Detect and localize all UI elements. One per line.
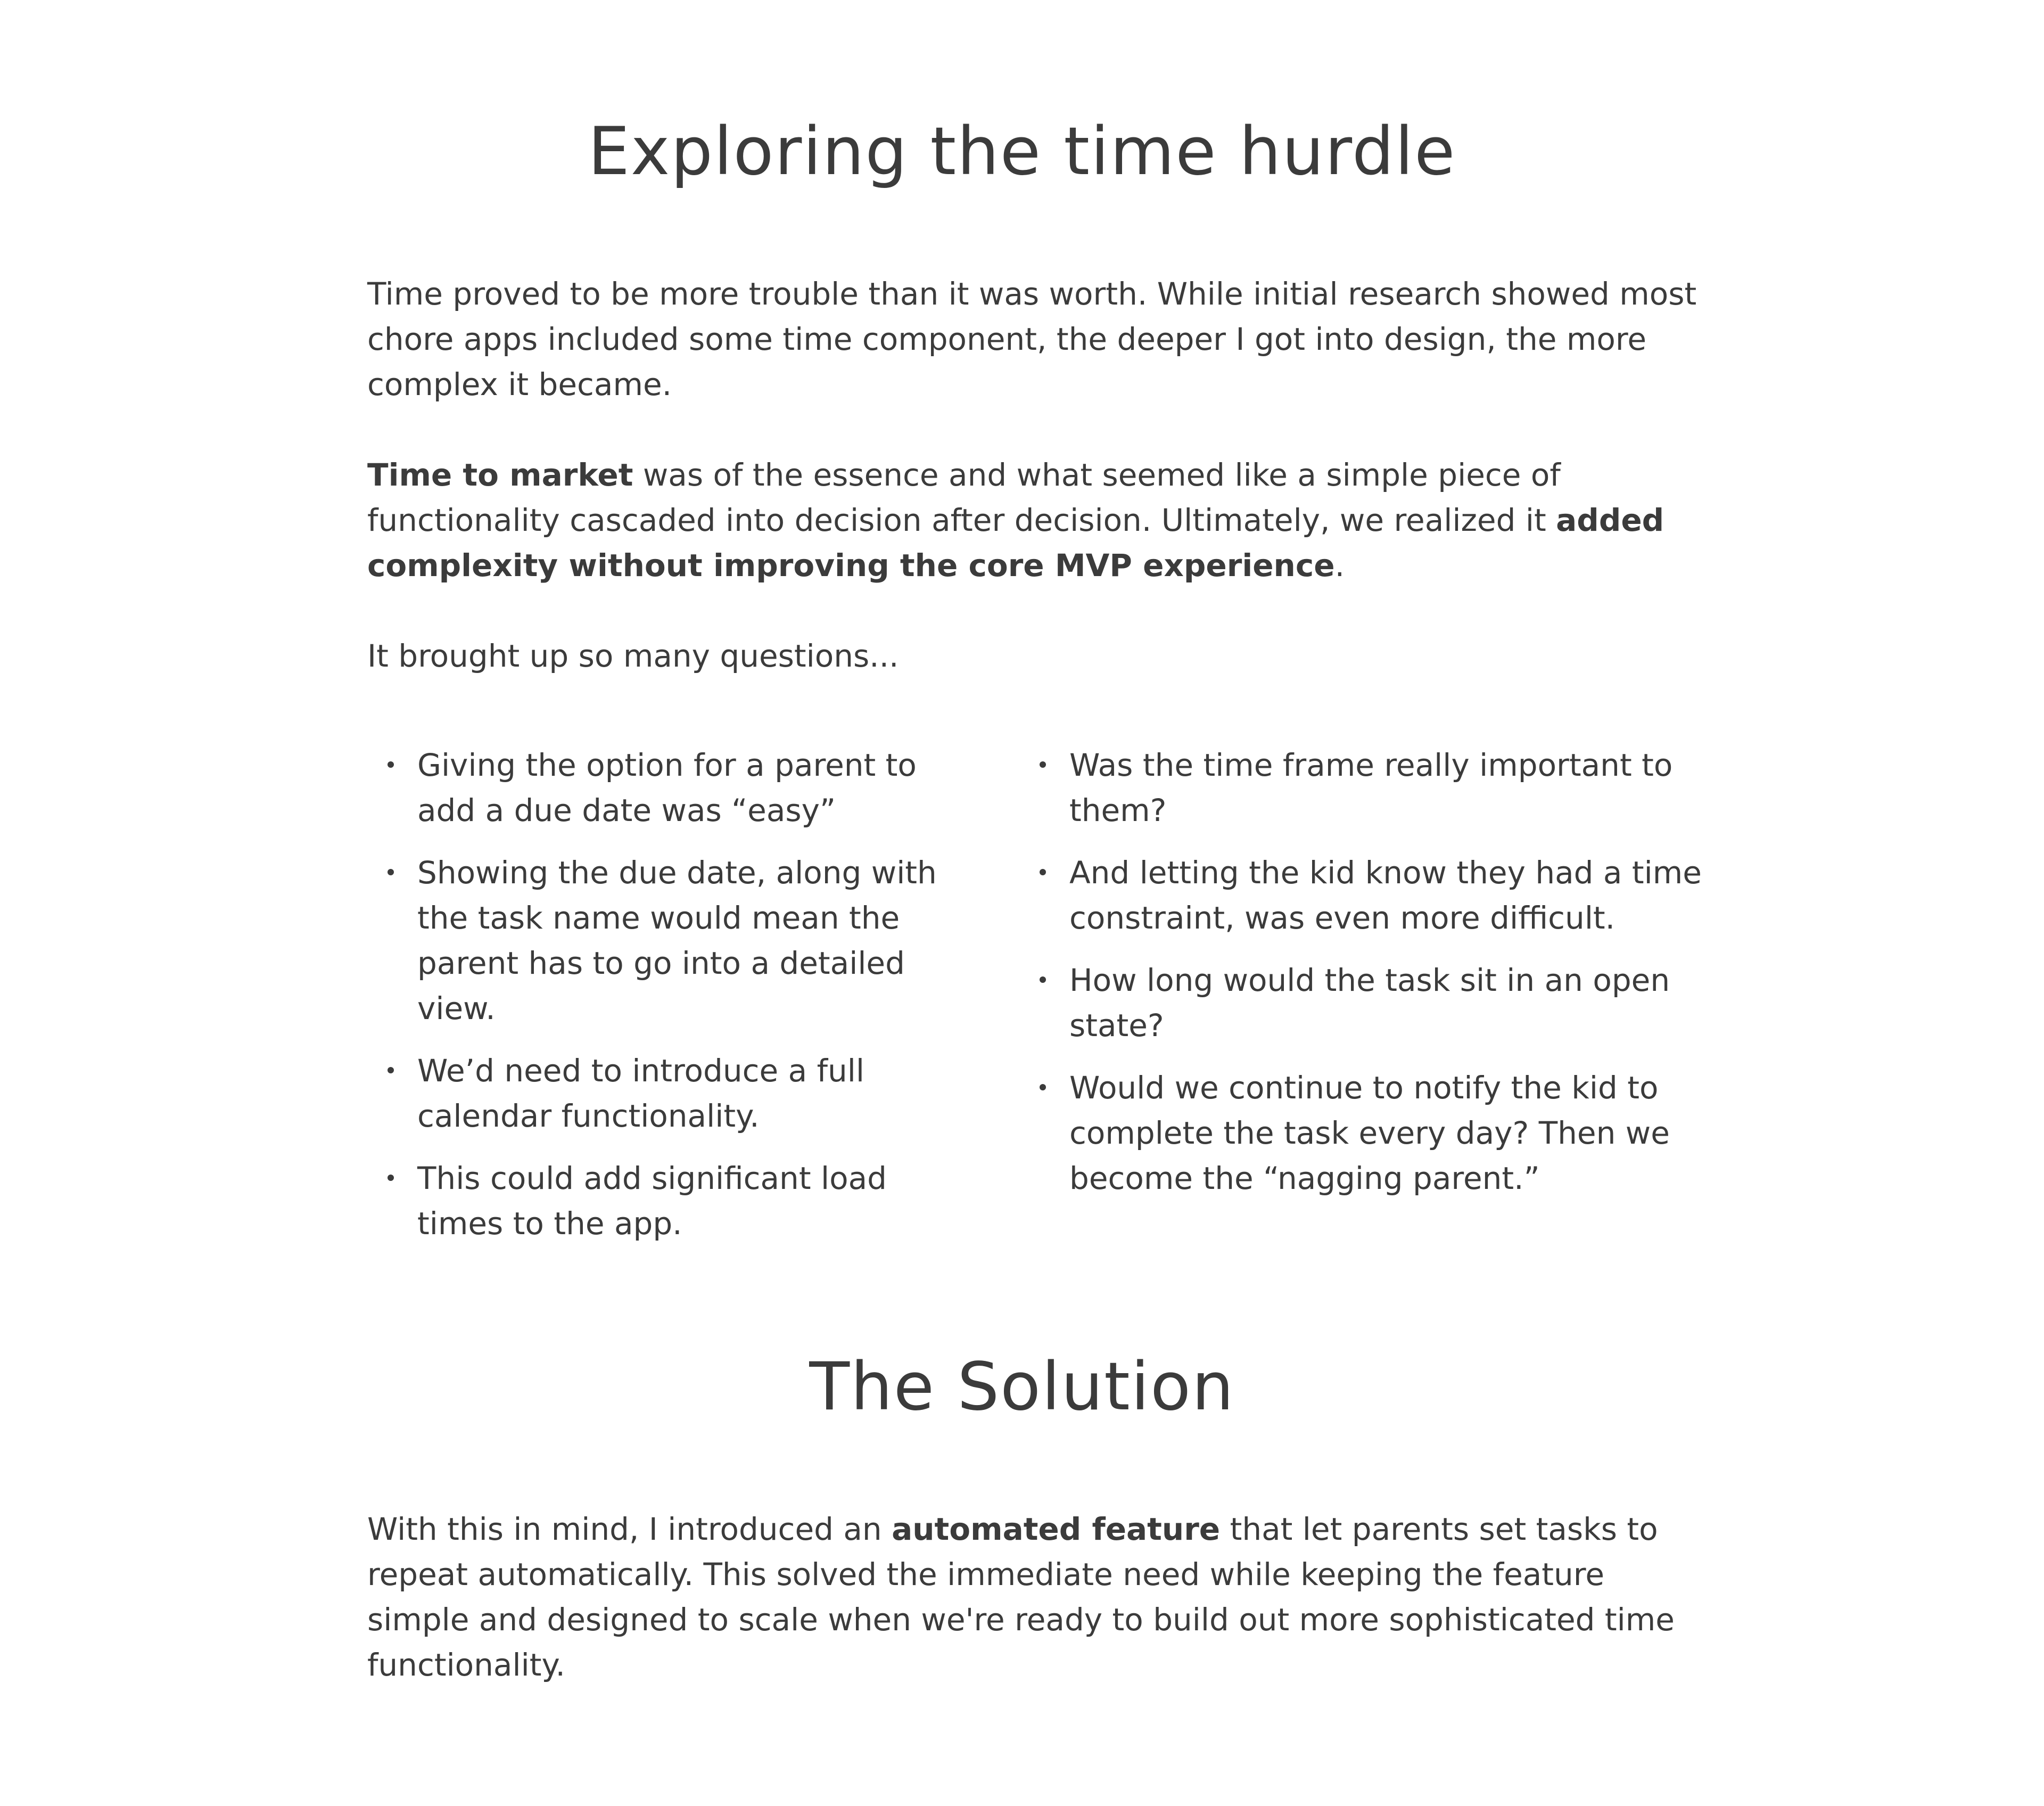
- section-title-solution: The Solution: [809, 1349, 1235, 1425]
- intro-paragraph: Time proved to be more trouble than it was worth. While initial research showed most chore apps included some time component, the deeper I got into design, the more complex it became.: [367, 276, 1697, 403]
- time-to-market-paragraph: [367, 453, 1709, 588]
- list-item: [1019, 958, 1717, 1048]
- paragraph-period: .: [1334, 547, 1345, 584]
- questions-intro: It brought up so many questions...: [367, 638, 899, 674]
- list-item-text: We’d need to introduce a full calendar functionality.: [417, 1053, 865, 1134]
- list-item-text: And letting the kid know they had a time constraint, was even more difficult.: [1069, 855, 1702, 936]
- list-item: [367, 743, 974, 833]
- bullet-icon: [1040, 869, 1046, 875]
- list-item-text: Would we continue to notify the kid to complete the task every day? Then we become the “nagging parent.”: [1069, 1070, 1670, 1196]
- list-item-text: Giving the option for a parent to add a due date was “easy”: [417, 747, 917, 828]
- list-item-text: Was the time frame really important to them?: [1069, 747, 1673, 828]
- list-item-text: This could add significant load times to the app.: [417, 1160, 887, 1242]
- paragraph-text: was of the essence and what seemed like a simple piece of functionality cascaded into decision after decision. Ultimately, we realized it: [367, 457, 1561, 538]
- solution-paragraph: [367, 1507, 1709, 1688]
- section-title-time-hurdle: Exploring the time hurdle: [588, 113, 1456, 190]
- bullet-icon: [1040, 976, 1046, 983]
- bullet-icon: [388, 1067, 394, 1073]
- paragraph-text: that let parents set tasks to repeat automatically. This solved the immediate need while keeping the feature simple and designed to scale when we're ready to build out more sophisticated time functionality.: [367, 1511, 1675, 1683]
- automated-feature-emphasis: automated feature: [892, 1511, 1221, 1547]
- list-item: [1019, 1065, 1717, 1201]
- list-item: [367, 850, 974, 1031]
- list-item-text: Showing the due date, along with the task name would mean the parent has to go into a detailed view.: [417, 855, 937, 1027]
- question-list-right: [1019, 743, 1717, 1218]
- bullet-icon: [1040, 761, 1046, 768]
- bullet-icon: [388, 1175, 394, 1181]
- list-item: [367, 1156, 974, 1246]
- list-item: [1019, 850, 1717, 941]
- paragraph-text: With this in mind, I introduced an: [367, 1511, 892, 1547]
- list-item: [1019, 743, 1717, 833]
- bullet-icon: [388, 761, 394, 768]
- list-item: [367, 1048, 974, 1139]
- bullet-icon: [1040, 1084, 1046, 1090]
- complexity-emphasis: added complexity without improving the core MVP experience: [367, 502, 1664, 584]
- bullet-icon: [388, 869, 394, 875]
- list-item-text: How long would the task sit in an open state?: [1069, 962, 1670, 1044]
- time-to-market-emphasis: Time to market: [367, 457, 633, 493]
- question-list-left: [367, 743, 974, 1263]
